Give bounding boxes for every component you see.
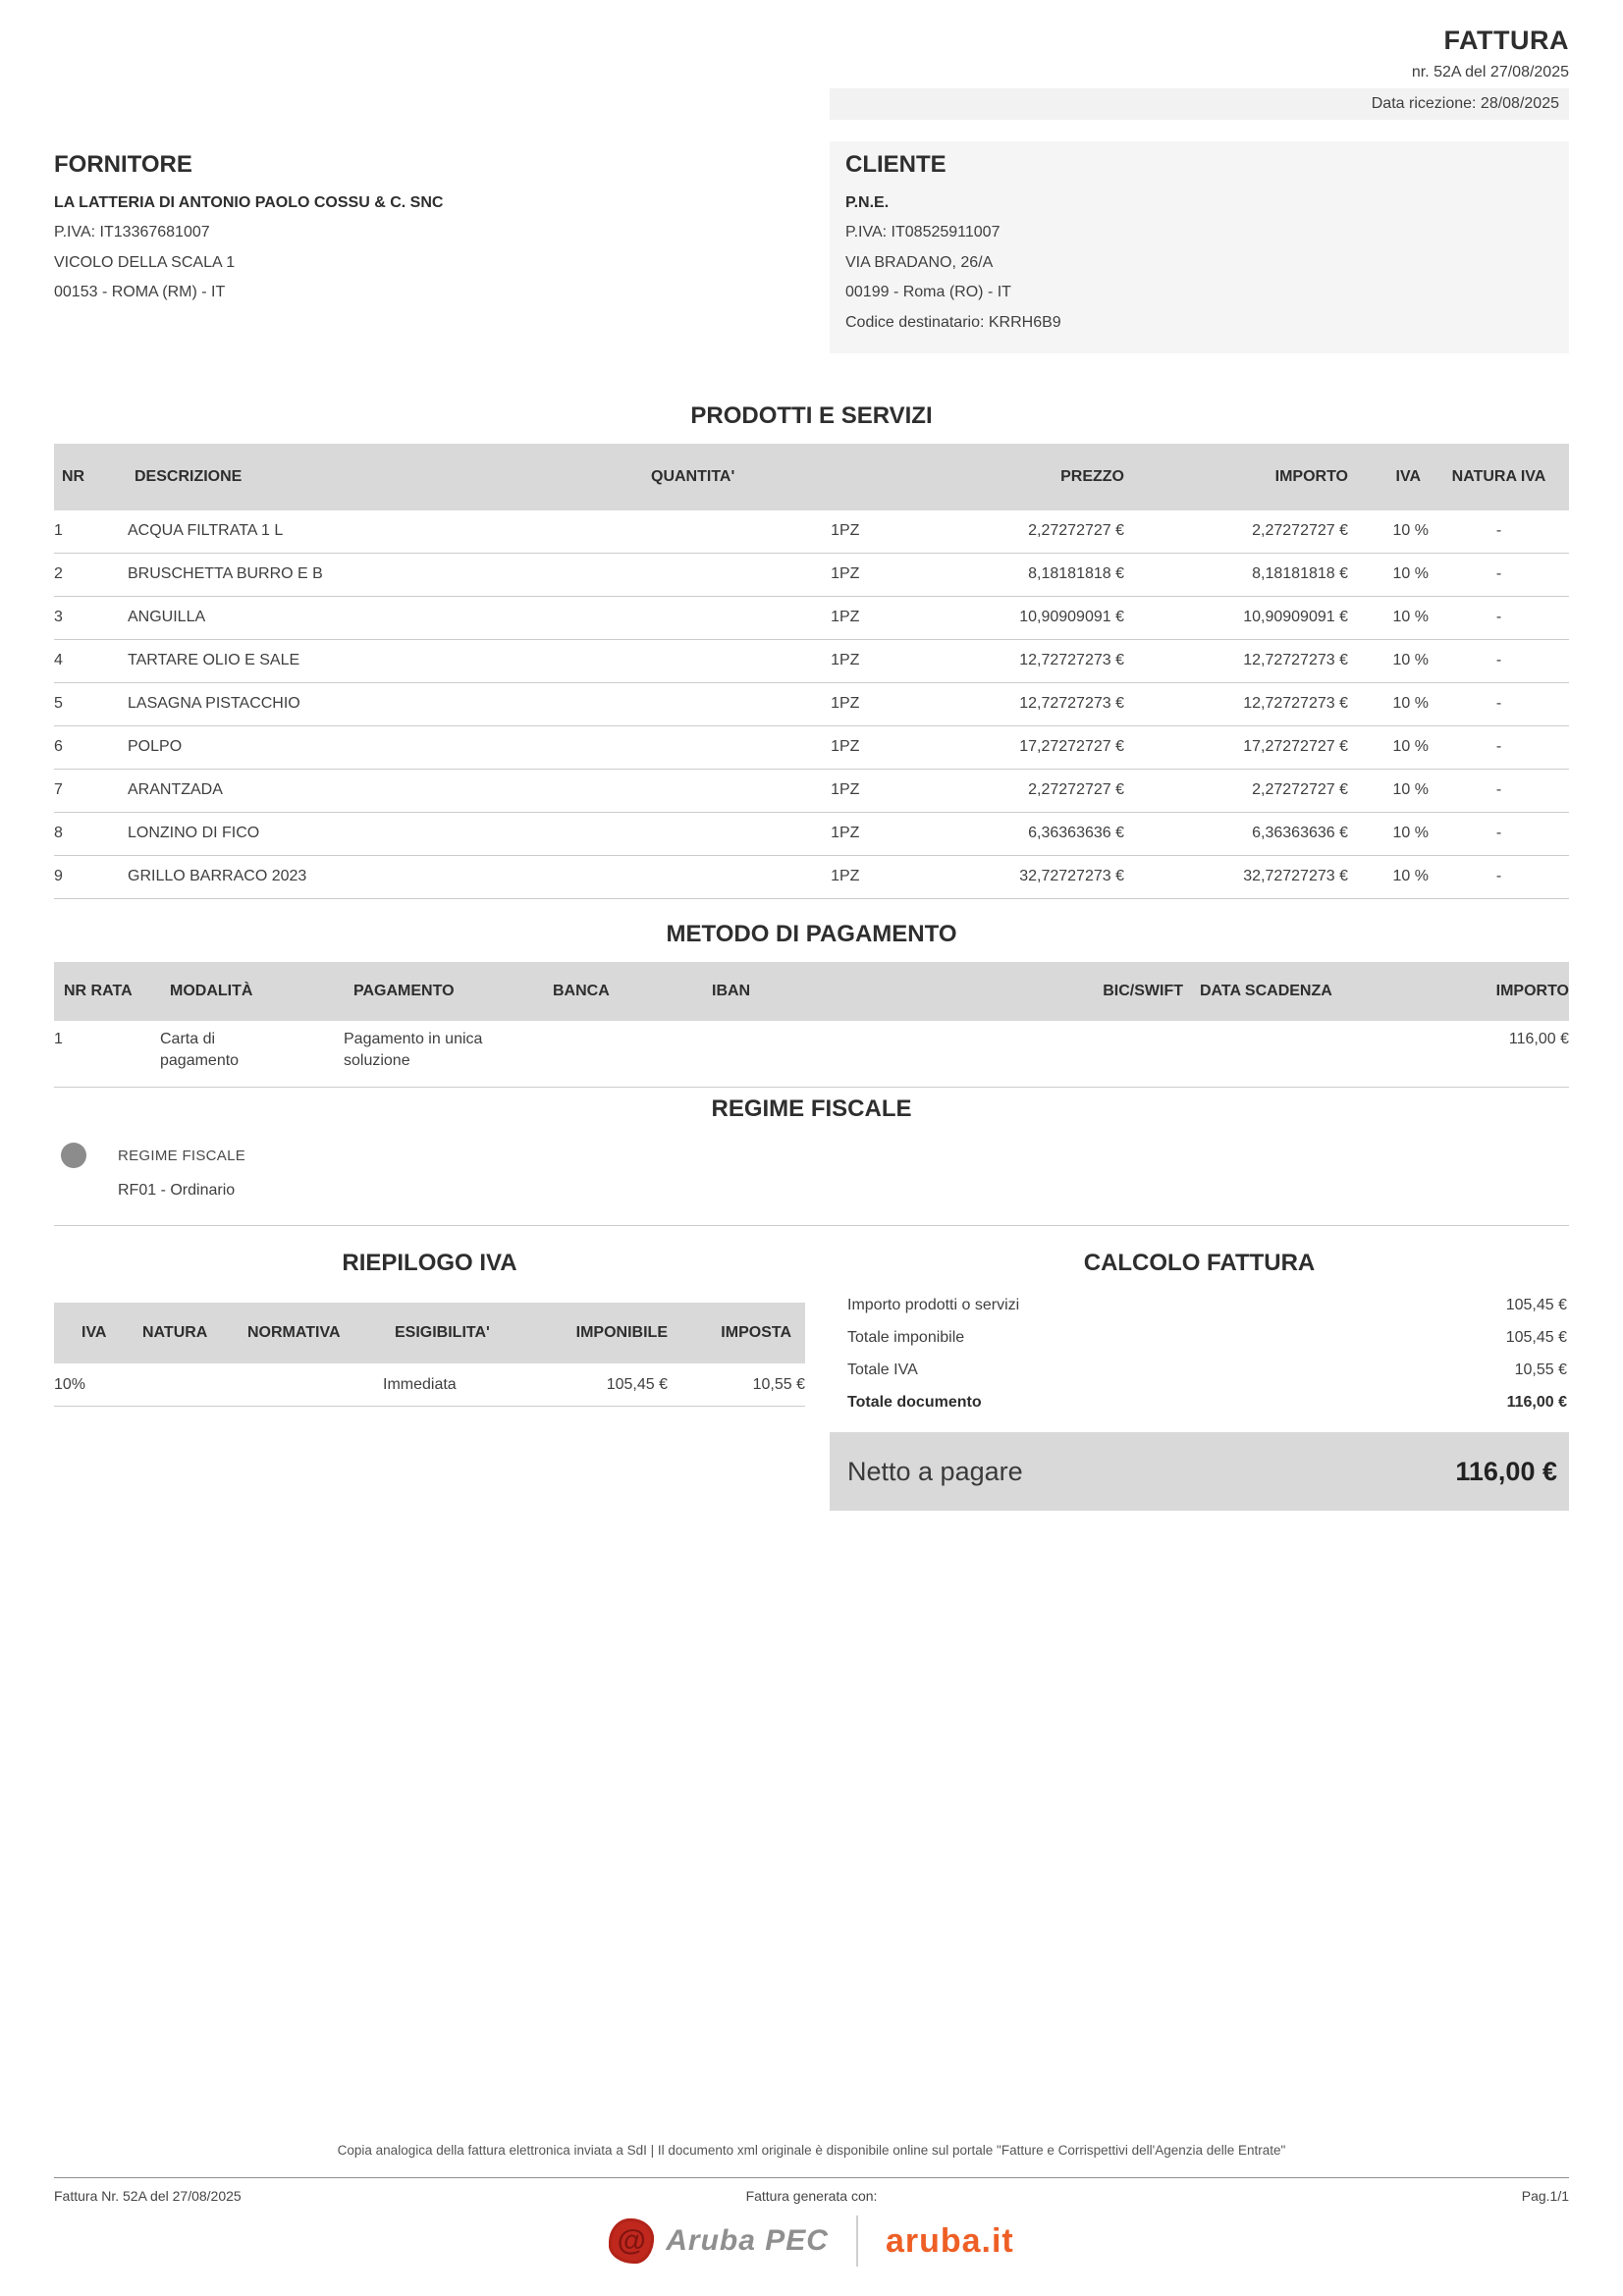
col-header-nr-rata: NR RATA <box>54 962 160 1021</box>
col-header-normativa: NORMATIVA <box>245 1303 383 1363</box>
cell-natura: - <box>1429 812 1569 855</box>
total-value: 105,45 € <box>1505 1329 1567 1347</box>
bullet-dot-icon <box>61 1143 86 1168</box>
col-header-scadenza: DATA SCADENZA <box>1183 962 1389 1021</box>
footer-page-number: Pag.1/1 <box>1521 2188 1569 2204</box>
cell-quantita: 1 <box>594 682 839 725</box>
col-header-bic: BIC/SWIFT <box>1008 962 1183 1021</box>
cell-quantita: 1 <box>594 639 839 682</box>
col-header-importo-pagamento: IMPORTO <box>1389 962 1569 1021</box>
cell-descrizione: ANGUILLA <box>128 596 594 639</box>
cell-imposta: 10,55 € <box>668 1363 805 1407</box>
customer-name: P.N.E. <box>845 194 890 211</box>
cell-quantita: 1 <box>594 769 839 812</box>
modalita-text: Carta di pagamento <box>160 1030 240 1069</box>
footer-divider <box>54 2177 1569 2178</box>
col-header-pagamento: PAGAMENTO <box>344 962 543 1021</box>
cell-nr: 2 <box>54 553 128 596</box>
cell-nr: 4 <box>54 639 128 682</box>
total-line <box>830 1289 1569 1321</box>
cell-prezzo: 6,36363636 € <box>913 812 1124 855</box>
cell-natura: - <box>1429 682 1569 725</box>
cell-prezzo: 8,18181818 € <box>913 553 1124 596</box>
col-header-iban: IBAN <box>702 962 1008 1021</box>
supplier-city: 00153 - ROMA (RM) - IT <box>54 284 226 301</box>
cell-iva: 10 % <box>1348 510 1429 554</box>
col-header-esigibilita: ESIGIBILITA' <box>383 1303 530 1363</box>
cell-descrizione: BRUSCHETTA BURRO E B <box>128 553 594 596</box>
cell-nr-rata: 1 <box>54 1021 160 1088</box>
cell-descrizione: GRILLO BARRACO 2023 <box>128 855 594 898</box>
cell-importo: 12,72727273 € <box>1124 639 1348 682</box>
cell-importo: 17,27272727 € <box>1124 725 1348 769</box>
col-header-prezzo: PREZZO <box>913 444 1124 510</box>
vat-header-row <box>54 1303 805 1363</box>
table-row <box>54 682 1569 725</box>
total-label: Totale imponibile <box>847 1329 965 1347</box>
col-header-iva-rate: IVA <box>54 1303 128 1363</box>
regime-label: REGIME FISCALE <box>118 1147 246 1164</box>
cell-esigibilita: Immediata <box>383 1363 530 1407</box>
cell-nr: 1 <box>54 510 128 554</box>
cell-natura: - <box>1429 553 1569 596</box>
logo-divider <box>856 2216 858 2267</box>
cell-iban <box>702 1021 1008 1088</box>
customer-title: CLIENTE <box>845 151 947 178</box>
cell-quantita: 1 <box>594 510 839 554</box>
col-header-quantita: QUANTITA' <box>594 444 839 510</box>
table-row <box>54 725 1569 769</box>
vat-summary-panel <box>54 1250 805 1511</box>
net-payable-value: 116,00 € <box>1455 1456 1557 1486</box>
cell-importo: 10,90909091 € <box>1124 596 1348 639</box>
cell-descrizione: ARANTZADA <box>128 769 594 812</box>
cell-prezzo: 12,72727273 € <box>913 639 1124 682</box>
parties-section <box>54 141 1569 353</box>
cell-prezzo: 32,72727273 € <box>913 855 1124 898</box>
cell-quantita: 1 <box>594 855 839 898</box>
invoice-number-line: nr. 52A del 27/08/2025 <box>1411 64 1569 80</box>
col-header-modalita: MODALITÀ <box>160 962 344 1021</box>
total-document-line <box>830 1386 1569 1418</box>
payment-section-title: METODO DI PAGAMENTO <box>666 920 957 947</box>
cell-descrizione: LONZINO DI FICO <box>128 812 594 855</box>
col-header-natura-iva: NATURA IVA <box>1429 444 1569 510</box>
table-row <box>54 812 1569 855</box>
cell-nr: 6 <box>54 725 128 769</box>
cell-prezzo: 10,90909091 € <box>913 596 1124 639</box>
vat-row <box>54 1363 805 1407</box>
aruba-it-logo: aruba.it <box>885 2221 1014 2260</box>
total-value: 116,00 € <box>1506 1394 1567 1412</box>
cell-natura: - <box>1429 725 1569 769</box>
table-row <box>54 510 1569 554</box>
cell-natura-iva <box>128 1363 245 1407</box>
document-title: FATTURA <box>1443 26 1569 55</box>
cell-um: PZ <box>839 553 913 596</box>
cell-bic <box>1008 1021 1183 1088</box>
cell-iva: 10 % <box>1348 596 1429 639</box>
cell-pagamento <box>344 1021 543 1088</box>
legal-disclaimer: Copia analogica della fattura elettronica inviata a SdI | Il documento xml originale è disponibile online sul portale "Fatture e Corrispettivi dell'Agenzia delle Entrate" <box>337 2143 1286 2158</box>
regime-section-title: REGIME FISCALE <box>711 1095 912 1123</box>
cell-importo: 8,18181818 € <box>1124 553 1348 596</box>
footer-invoice-ref: Fattura Nr. 52A del 27/08/2025 <box>54 2188 242 2204</box>
cell-descrizione: ACQUA FILTRATA 1 L <box>128 510 594 554</box>
aruba-pec-logo <box>609 2218 829 2264</box>
table-row <box>54 596 1569 639</box>
customer-city: 00199 - Roma (RO) - IT <box>845 284 1011 301</box>
cell-quantita: 1 <box>594 553 839 596</box>
regime-note <box>54 1123 1569 1226</box>
supplier-name: LA LATTERIA DI ANTONIO PAOLO COSSU & C. SNC <box>54 194 444 211</box>
col-header-imponibile: IMPONIBILE <box>530 1303 668 1363</box>
net-payable-box <box>830 1432 1569 1511</box>
supplier-panel <box>54 141 776 353</box>
cell-descrizione: LASAGNA PISTACCHIO <box>128 682 594 725</box>
customer-vat: P.IVA: IT08525911007 <box>845 224 1001 241</box>
cell-um: PZ <box>839 725 913 769</box>
cell-natura: - <box>1429 769 1569 812</box>
cell-importo: 2,27272727 € <box>1124 510 1348 554</box>
aruba-pec-seal-icon: @ <box>609 2218 654 2264</box>
cell-um: PZ <box>839 855 913 898</box>
col-header-um <box>839 444 913 510</box>
customer-address: VIA BRADANO, 26/A <box>845 253 994 271</box>
total-line <box>830 1354 1569 1386</box>
supplier-address: VICOLO DELLA SCALA 1 <box>54 253 236 271</box>
total-line <box>830 1321 1569 1354</box>
cell-iva: 10 % <box>1348 769 1429 812</box>
cell-scadenza <box>1183 1021 1389 1088</box>
cell-iva: 10 % <box>1348 812 1429 855</box>
cell-prezzo: 2,27272727 € <box>913 769 1124 812</box>
table-row <box>54 639 1569 682</box>
table-row <box>54 553 1569 596</box>
total-value: 105,45 € <box>1505 1297 1567 1314</box>
cell-normativa <box>245 1363 383 1407</box>
table-row <box>54 769 1569 812</box>
pagamento-text: Pagamento in unica soluzione <box>344 1030 483 1069</box>
cell-importo-pagamento: 116,00 € <box>1389 1021 1569 1088</box>
supplier-title: FORNITORE <box>54 151 192 178</box>
cell-quantita: 1 <box>594 812 839 855</box>
total-label: Importo prodotti o servizi <box>847 1297 1020 1314</box>
footer-generated-with: Fattura generata con: <box>745 2188 878 2204</box>
cell-iva-rate: 10% <box>54 1363 128 1407</box>
products-table <box>54 444 1569 899</box>
total-value: 10,55 € <box>1514 1362 1567 1379</box>
col-header-imposta: IMPOSTA <box>668 1303 805 1363</box>
col-header-iva: IVA <box>1348 444 1429 510</box>
payment-row <box>54 1021 1569 1088</box>
invoice-totals-panel <box>830 1250 1569 1511</box>
col-header-natura: NATURA <box>128 1303 245 1363</box>
cell-importo: 32,72727273 € <box>1124 855 1348 898</box>
cell-natura: - <box>1429 855 1569 898</box>
products-section-title: PRODOTTI E SERVIZI <box>690 401 933 429</box>
cell-prezzo: 12,72727273 € <box>913 682 1124 725</box>
cell-natura: - <box>1429 510 1569 554</box>
cell-banca <box>543 1021 702 1088</box>
cell-iva: 10 % <box>1348 553 1429 596</box>
vat-summary-title: RIEPILOGO IVA <box>342 1250 517 1277</box>
payment-table <box>54 962 1569 1088</box>
cell-um: PZ <box>839 596 913 639</box>
cell-um: PZ <box>839 812 913 855</box>
page-footer <box>54 2143 1569 2269</box>
cell-um: PZ <box>839 510 913 554</box>
customer-panel <box>830 141 1569 353</box>
cell-descrizione: TARTARE OLIO E SALE <box>128 639 594 682</box>
vat-summary-table <box>54 1303 805 1407</box>
cell-descrizione: POLPO <box>128 725 594 769</box>
col-header-banca: BANCA <box>543 962 702 1021</box>
document-header <box>54 0 1569 120</box>
cell-importo: 2,27272727 € <box>1124 769 1348 812</box>
cell-quantita: 1 <box>594 596 839 639</box>
reception-date-line: Data ricezione: 28/08/2025 <box>830 88 1569 120</box>
cell-prezzo: 17,27272727 € <box>913 725 1124 769</box>
cell-um: PZ <box>839 639 913 682</box>
supplier-vat: P.IVA: IT13367681007 <box>54 224 210 241</box>
total-label: Totale IVA <box>847 1362 918 1379</box>
invoice-totals-title: CALCOLO FATTURA <box>1083 1250 1316 1277</box>
cell-um: PZ <box>839 682 913 725</box>
cell-iva: 10 % <box>1348 725 1429 769</box>
cell-modalita <box>160 1021 344 1088</box>
col-header-nr: NR <box>54 444 128 510</box>
cell-iva: 10 % <box>1348 639 1429 682</box>
cell-imponibile: 105,45 € <box>530 1363 668 1407</box>
net-payable-label: Netto a pagare <box>847 1456 1023 1486</box>
table-row <box>54 855 1569 898</box>
cell-importo: 12,72727273 € <box>1124 682 1348 725</box>
aruba-pec-label: Aruba PEC <box>666 2224 829 2257</box>
cell-natura: - <box>1429 639 1569 682</box>
cell-natura: - <box>1429 596 1569 639</box>
col-header-importo: IMPORTO <box>1124 444 1348 510</box>
regime-value: RF01 - Ordinario <box>118 1182 236 1200</box>
cell-nr: 7 <box>54 769 128 812</box>
col-header-descrizione: DESCRIZIONE <box>128 444 594 510</box>
footer-logos <box>54 2214 1569 2269</box>
payment-header-row <box>54 962 1569 1021</box>
cell-quantita: 1 <box>594 725 839 769</box>
customer-recipient-code: Codice destinatario: KRRH6B9 <box>845 313 1061 331</box>
cell-nr: 8 <box>54 812 128 855</box>
cell-iva: 10 % <box>1348 682 1429 725</box>
products-header-row <box>54 444 1569 510</box>
cell-nr: 3 <box>54 596 128 639</box>
cell-iva: 10 % <box>1348 855 1429 898</box>
cell-um: PZ <box>839 769 913 812</box>
cell-importo: 6,36363636 € <box>1124 812 1348 855</box>
cell-nr: 9 <box>54 855 128 898</box>
total-label: Totale documento <box>847 1394 982 1412</box>
cell-prezzo: 2,27272727 € <box>913 510 1124 554</box>
summary-section <box>54 1250 1569 1511</box>
cell-nr: 5 <box>54 682 128 725</box>
